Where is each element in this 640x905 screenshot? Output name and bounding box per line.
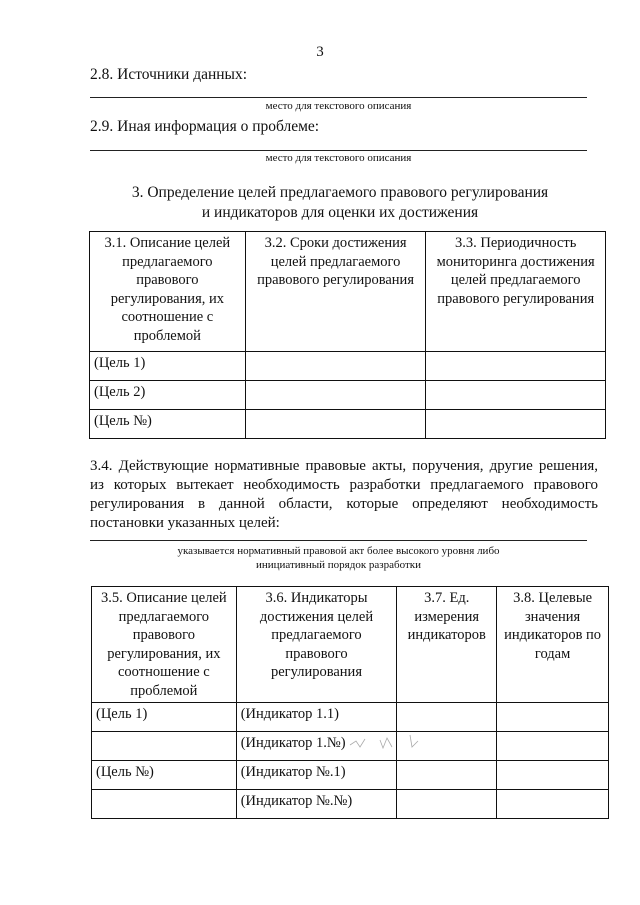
section-3-title xyxy=(90,183,590,223)
indicators-header-units: 3.7. Ед. измерения индикаторов xyxy=(397,587,497,703)
goal-cell: (Цель 1) xyxy=(90,352,246,381)
target-value-cell xyxy=(497,732,609,761)
page-number: 3 xyxy=(316,44,324,60)
item-3-4-caption-line2: инициативный порядок разработки xyxy=(255,559,422,571)
deadline-cell xyxy=(245,381,426,410)
goal-cell: (Цель №) xyxy=(90,410,246,439)
goal-cell xyxy=(92,790,237,819)
monitoring-cell xyxy=(426,410,606,439)
indicators-table-header-row xyxy=(92,587,609,703)
item-2-8-label: 2.8. Источники данных: xyxy=(90,66,248,83)
goal-cell: (Цель 1) xyxy=(92,703,237,732)
goals-header-description: 3.1. Описание целей предлагаемого правового регулирования, их соотношение с проблемой xyxy=(90,232,246,352)
goals-header-monitoring: 3.3. Периодичность мониторинга достижения целей предлагаемого правового регулирования xyxy=(426,232,606,352)
item-2-9-caption: место для текстового описания xyxy=(265,152,412,164)
indicators-header-target-values: 3.8. Целевые значения индикаторов по годам xyxy=(497,587,609,703)
scan-noise xyxy=(340,725,460,765)
unit-cell xyxy=(397,790,497,819)
table-row xyxy=(90,410,606,439)
table-row xyxy=(90,352,606,381)
table-row xyxy=(92,790,609,819)
item-2-9-line xyxy=(90,150,587,151)
target-value-cell xyxy=(497,761,609,790)
monitoring-cell xyxy=(426,381,606,410)
indicator-cell: (Индикатор 1.№) xyxy=(236,732,397,761)
goal-cell: (Цель №) xyxy=(92,761,237,790)
indicators-table xyxy=(91,586,609,819)
indicators-header-indicators: 3.6. Индикаторы достижения целей предлагаемого правового регулирования xyxy=(236,587,397,703)
indicator-cell: (Индикатор №.№) xyxy=(236,790,397,819)
indicator-cell: (Индикатор №.1) xyxy=(236,761,397,790)
section-3-title-line1: 3. Определение целей предлагаемого правового регулирования xyxy=(131,184,549,201)
item-2-9-label: 2.9. Иная информация о проблеме: xyxy=(90,118,320,135)
goal-cell xyxy=(92,732,237,761)
target-value-cell xyxy=(497,790,609,819)
item-3-4-caption-line1: указывается нормативный правовой акт более высокого уровня либо xyxy=(177,545,500,557)
goals-table xyxy=(89,231,606,439)
item-2-8-caption: место для текстового описания xyxy=(265,100,412,112)
table-row xyxy=(90,381,606,410)
item-3-4-caption xyxy=(90,544,587,572)
goals-header-deadlines: 3.2. Сроки достижения целей предлагаемого правового регулирования xyxy=(245,232,426,352)
deadline-cell xyxy=(245,410,426,439)
monitoring-cell xyxy=(426,352,606,381)
goals-table-header-row xyxy=(90,232,606,352)
indicators-header-description: 3.5. Описание целей предлагаемого правового регулирования, их соотношение с проблемой xyxy=(92,587,237,703)
indicator-cell: (Индикатор 1.1) xyxy=(236,703,397,732)
target-value-cell xyxy=(497,703,609,732)
item-3-4-text: 3.4. Действующие нормативные правовые акты, поручения, другие решения, из которых вытекает необходимость разработки предлагаемого правового регулирования в данной области, которые определяют необходимость постановки указанных целей: xyxy=(90,458,598,531)
deadline-cell xyxy=(245,352,426,381)
item-2-8-line xyxy=(90,97,587,98)
goal-cell: (Цель 2) xyxy=(90,381,246,410)
item-3-4-line xyxy=(90,540,587,541)
section-3-title-line2: и индикаторов для оценки их достижения xyxy=(201,204,479,221)
